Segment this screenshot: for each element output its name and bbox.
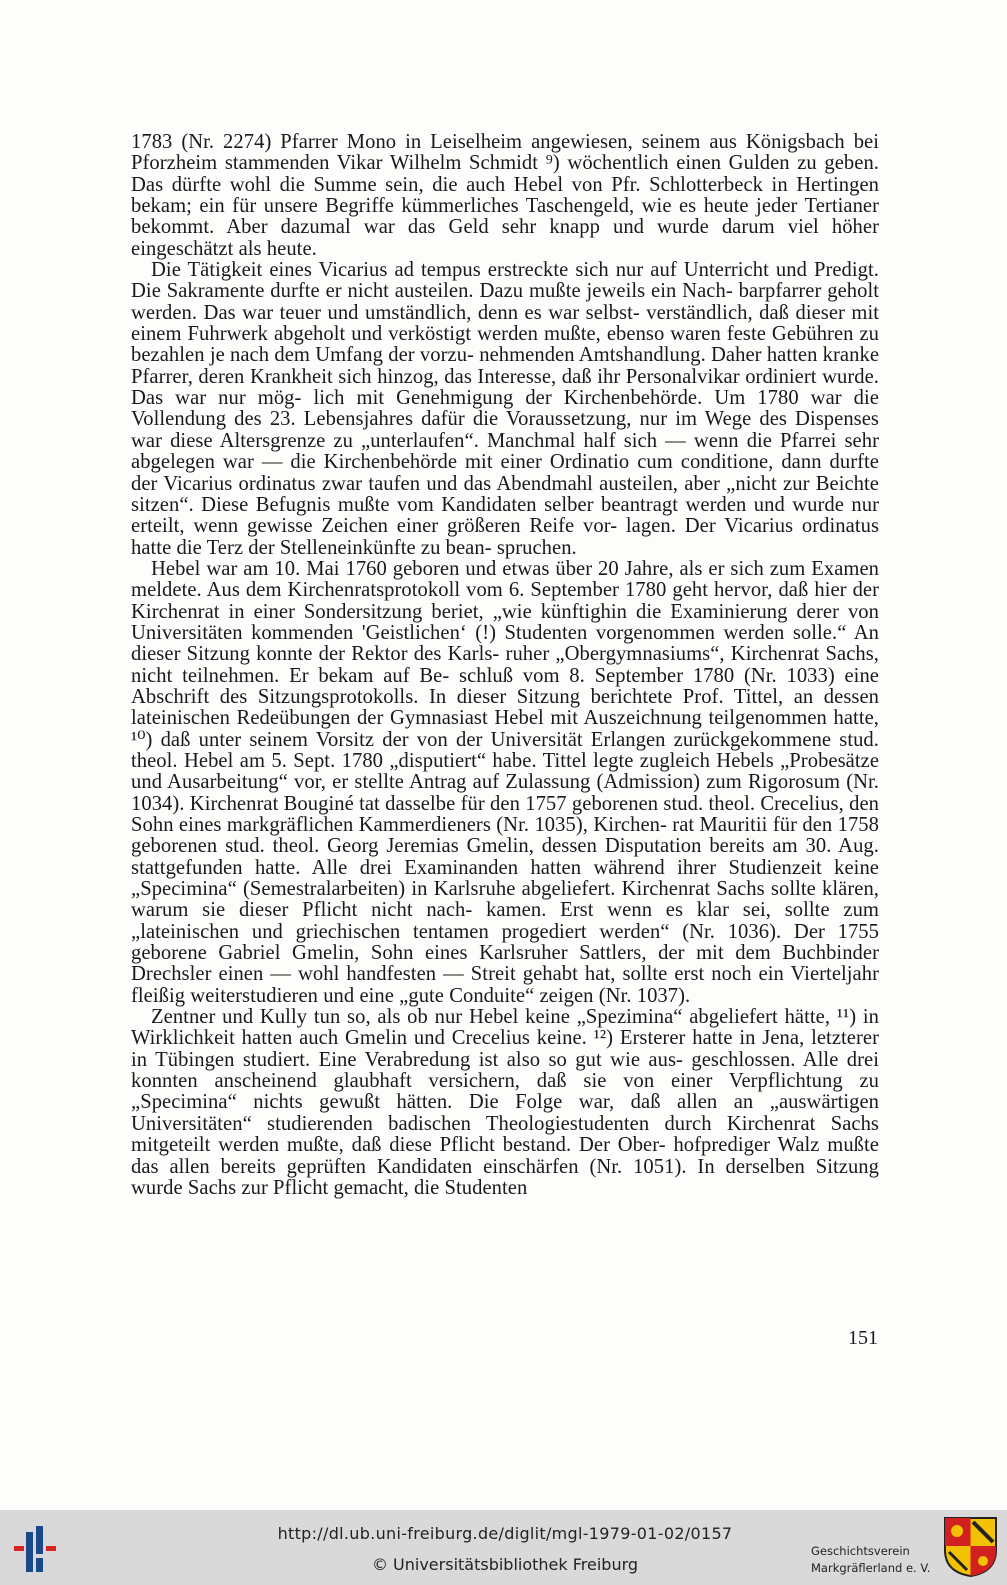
text-line: Gymnasiast Hebel mit Auszeichnung teilgenommen hatte, ¹⁰) daß unter seinem — [131, 707, 879, 751]
text-line: Verpflichtung zu „Specimina“ nichts gewußt hätten. Die Folge war, daß allen an — [131, 1070, 879, 1114]
society-line-2: Markgräflerland e. V. — [811, 1561, 931, 1575]
text-line: kamen. Erst wenn es klar sei, sollte zum „lateinischen und griechischen tentamen — [131, 899, 879, 943]
text-line: In dieser Sitzung berichtete Prof. Tittel, an dessen lateinischen Redeübungen der — [131, 685, 879, 730]
text-line: vorgenommen werden solle.“ An dieser Sitzung konnte der Rektor des Karls- — [131, 621, 880, 666]
text-line: Crecelius, den Sohn eines markgräflichen Kammerdieners (Nr. 1035), Kirchen- — [131, 792, 879, 836]
text-line: hofprediger Walz mußte das allen bereits geprüften Kandidaten einschärfen — [131, 1134, 879, 1178]
text-line: schluß vom 8. September 1780 (Nr. 1033) eine Abschrift des Sitzungsprotokolls. — [131, 664, 879, 708]
text-line: bei Pforzheim stammenden Vikar Wilhelm Schmidt ⁹) wöchentlich einen Gulden — [131, 131, 879, 175]
text-line: progediert werden“ (Nr. 1036). Der 1755 geborene Gabriel Gmelin, Sohn eines — [131, 920, 880, 965]
text-line: verständlich, daß dieser mit einem Fuhrwerk abgeholt und verköstigt werden — [131, 301, 879, 346]
text-line: nehmenden Amtshandlung. Daher hatten kranke Pfarrer, deren Krankheit sich — [131, 344, 880, 388]
coat-of-arms-icon — [943, 1516, 998, 1578]
text-line: — Streit gehabt hat, sollte erst noch ein Vierteljahr fleißig weiterstudieren und — [131, 963, 880, 1007]
paragraph — [131, 132, 879, 260]
society-name — [811, 1543, 930, 1577]
text-line: Examen meldete. Aus dem Kirchenratsprotokoll vom 6. September 1780 geht — [131, 557, 880, 602]
text-line: werden und wurde nur erteilt, wenn gewisse Zeichen einer größeren Reife vor- — [131, 493, 879, 538]
text-line: Hebel war am 10. Mai 1760 geboren und etwas über 20 Jahre, als er sich zum — [151, 557, 806, 580]
text-line: ruher „Obergymnasiums“, Kirchenrat Sachs, nicht teilnehmen. Er bekam auf Be- — [131, 643, 879, 687]
text-line: eine „gute Conduite“ zeigen (Nr. 1037). — [359, 984, 691, 1007]
text-line: Zentner und Kully tun so, als ob nur Hebel keine „Spezimina“ abgeliefert — [151, 1006, 778, 1029]
text-line: während ihrer Studienzeit keine „Specimina“ (Semestralarbeiten) in Karlsruhe — [131, 856, 879, 901]
text-line: Examinierung derer von Universitäten kommenden 'Geistlichen‘ (!) Studenten — [131, 600, 879, 644]
text-line: abgeliefert. Kirchenrat Sachs sollte klären, warum sie dieser Pflicht nicht nach- — [131, 878, 879, 922]
text-line: hinzog, das Interesse, daß ihr Personalvikar ordiniert wurde. Das war nur mög- — [131, 365, 880, 410]
text-line: barpfarrer geholt werden. Das war teuer und umständlich, denn es war selbst- — [131, 280, 879, 324]
text-line: durfte der Vicarius ordinatus zwar taufen und das Abendmahl austeilen, aber — [131, 451, 879, 495]
text-line: darum viel höher eingeschätzt als heute. — [131, 216, 879, 260]
paragraph — [131, 260, 879, 559]
text-line: am 5. Sept. 1780 „disputiert“ habe. Tittel legte zugleich Hebels „Probesätze und — [131, 749, 880, 794]
text-line: Predigt. Die Sakramente durfte er nicht austeilen. Dazu mußte jeweils ein Nach- — [131, 259, 879, 303]
text-line: jeder Tertianer bekommt. Aber dazumal war das Geld sehr knapp und wurde — [131, 195, 880, 239]
text-line: Kirchenrat Sachs mitgeteilt werden mußte, daß diese Pflicht bestand. Der Ober- — [131, 1112, 879, 1157]
page-number: 151 — [848, 1327, 878, 1349]
university-library-logo-icon — [8, 1518, 68, 1578]
text-line: mußte, ebenso waren feste Gebühren zu bezahlen je nach dem Umfang der vorzu- — [131, 323, 879, 367]
text-line: hätte, ¹¹) in Wirklichkeit hatten auch Gmelin und Crecelius keine. ¹²) Ersterer hatte — [131, 1006, 879, 1050]
text-line: „nicht zur Beichte sitzen“. Diese Befugnis mußte vom Kandidaten selber beantragt — [131, 472, 879, 516]
text-line: Die Tätigkeit eines Vicarius ad tempus erstreckte sich nur auf Unterricht und — [151, 259, 807, 282]
footer-bar — [0, 1510, 1007, 1585]
text-line: hervor, daß hier der Kirchenrat in einer Sondersitzung beriet, „wie künftighin die — [131, 579, 880, 623]
text-line: Disputation bereits am 30. Aug. stattgefunden hatte. Alle drei Examinanden hatten — [131, 835, 879, 879]
body-text — [131, 132, 879, 1199]
text-line: „auswärtigen Universitäten“ studierenden badischen Theologiestudenten durch — [131, 1091, 879, 1135]
text-line: geschlossen. Alle drei konnten anscheinend glaubhaft versichern, daß sie von einer — [131, 1048, 880, 1093]
text-line: Ausarbeitung“ vor, er stellte Antrag auf Zulassung (Admission) zum Rigorosum — [167, 771, 841, 794]
text-line: in Jena, letzterer in Tübingen studiert. Eine Verabredung ist also so gut wie aus- — [131, 1027, 879, 1071]
text-line: Lebensjahres dafür die Voraussetzung, nur im Wege des Dispenses war diese — [131, 408, 879, 452]
text-line: (Nr. 1051). In derselben Sitzung wurde Sachs zur Pflicht gemacht, die Studenten — [131, 1155, 880, 1199]
source-url[interactable]: http://dl.ub.uni-freiburg.de/diglit/mgl-1979-01-02/0157 — [277, 1524, 733, 1543]
society-line-1: Geschichtsverein — [811, 1544, 910, 1558]
paragraph — [131, 1007, 879, 1199]
text-line: rat Mauritii für den 1758 geborenen stud. theol. Georg Jeremias Gmelin, dessen — [131, 814, 880, 858]
text-line: (Nr. 1034). Kirchenrat Bouginé tat dasselbe für den 1757 geborenen stud. theol. — [131, 771, 880, 815]
copyright-notice: © Universitätsbibliothek Freiburg — [371, 1555, 639, 1574]
text-line: zu geben. Das dürfte wohl die Summe sein, die auch Hebel von Pfr. Schlotterbeck — [131, 152, 880, 196]
text-line: Karlsruher Sattlers, der mit dem Buchbinder Drechsler einen — wohl handfesten — [131, 942, 879, 986]
text-line: spruchen. — [496, 536, 577, 559]
text-line: Vorsitz der von der Universität Erlangen zurückgekommene stud. theol. Hebel — [131, 728, 879, 772]
text-line: lagen. Der Vicarius ordinatus hatte die Terz der Stelleneinkünfte zu bean- — [131, 515, 880, 559]
text-line: abgelegen war — die Kirchenbehörde mit einer Ordinatio cum conditione, dann — [131, 451, 822, 474]
text-line: lich mit Genehmigung der Kirchenbehörde. Um 1780 war die Vollendung des 23. — [131, 387, 879, 431]
paragraph — [131, 559, 879, 1007]
text-line: Altersgrenze zu „unterlaufen“. Manchmal half sich — wenn die Pfarrei sehr — [219, 429, 879, 452]
text-line: 1783 (Nr. 2274) Pfarrer Mono in Leiselheim angewiesen, seinem aus Königsbach — [131, 131, 845, 153]
text-line: in Hertingen bekam; ein für unsere Begriffe kümmerliches Taschengeld, wie es heute — [131, 173, 879, 218]
